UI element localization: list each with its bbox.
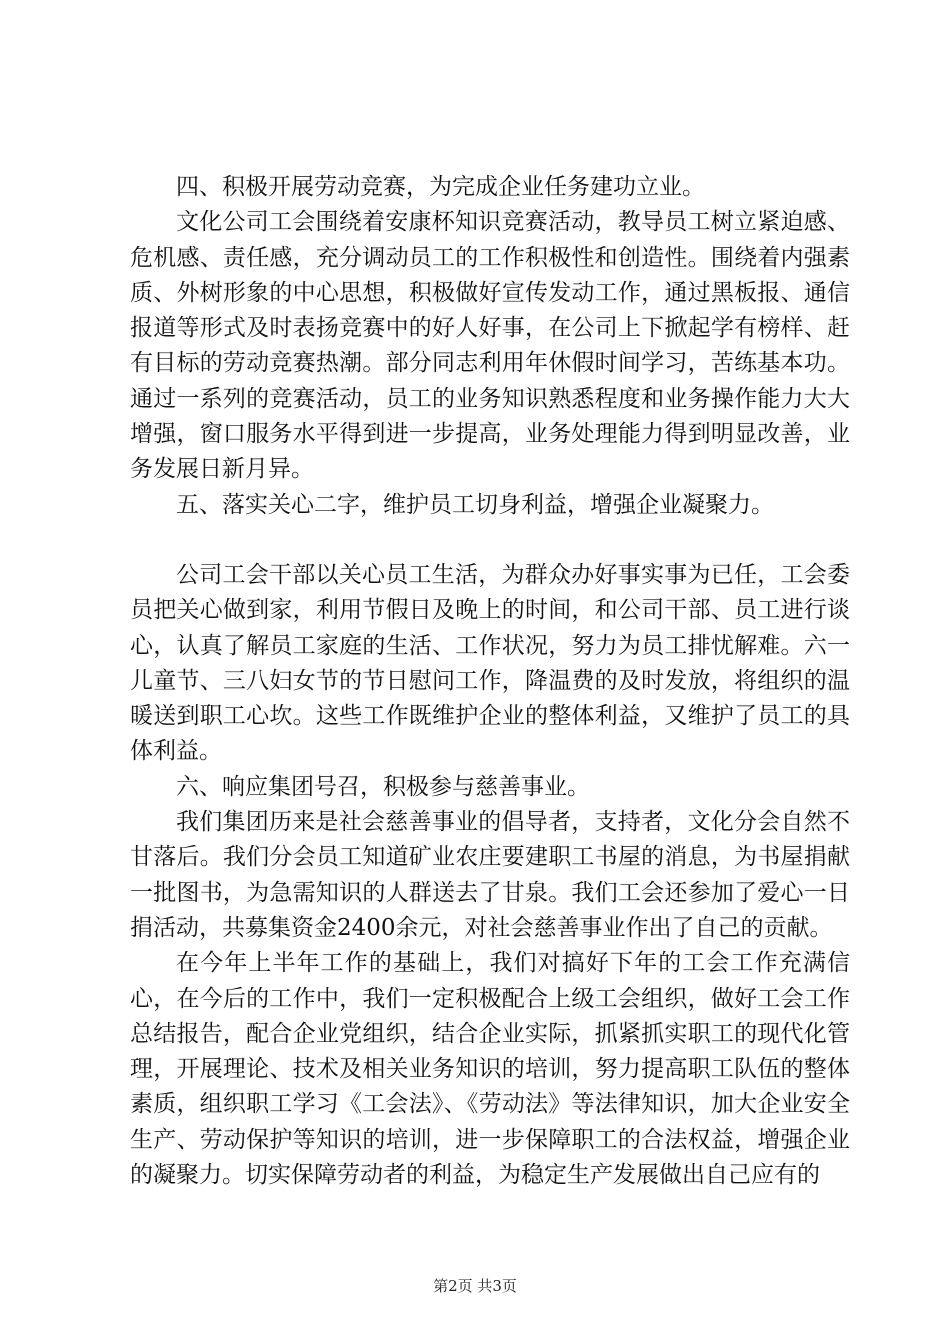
section-heading-5: 五、落实关心二字，维护员工切身利益，增强企业凝聚力。	[176, 491, 774, 518]
document-body	[130, 170, 850, 1193]
section-heading-4: 四、积极开展劳动竞赛，为完成企业任务建功立业。	[176, 174, 705, 200]
paragraph-charity: 我们集团历来是社会慈善事业的倡导者，支持者，文化分会自然不甘落后。我们分会员工知道矿业农庄要建职工书屋的消息，为书屋捐献一批图书，为急需知识的人群送去了甘泉。我们工会还参加了爱心一日捐活动，共募集资金2400余元，对社会慈善事业作出了自己的贡献。	[130, 809, 850, 941]
section-heading-6: 六、响应集团号召，积极参与慈善事业。	[176, 773, 590, 800]
paragraph-employee-care: 公司工会干部以关心员工生活，为群众办好事实事为已任，工会委员把关心做到家，利用节假日及晚上的时间，和公司干部、员工进行谈心，认真了解员工家庭的生活、工作状况，努力为员工排忧解难。六一儿童节、三八妇女节的节日慰问工作，降温费的及时发放，将组织的温暖送到职工心坎。这些工作既维护企业的整体利益，又维护了员工的具体利益。	[130, 561, 850, 765]
paragraph-labor-competition: 文化公司工会围绕着安康杯知识竞赛活动，教导员工树立紧迫感、危机感、责任感，充分调动员工的工作积极性和创造性。围绕着内强素质、外树形象的中心思想，积极做好宣传发动工作，通过黑板报、通信报道等形式及时表扬竞赛中的好人好事，在公司上下掀起学有榜样、赶有目标的劳动竞赛热潮。部分同志利用年休假时间学习，苦练基本功。通过一系列的竞赛活动，员工的业务知识熟悉程度和业务操作能力大大增强，窗口服务水平得到进一步提高，业务处理能力得到明显改善，业务发展日新月异。	[130, 209, 850, 483]
paragraph-outlook: 在今年上半年工作的基础上，我们对搞好下年的工会工作充满信心，在今后的工作中，我们一定积极配合上级工会组织，做好工会工作总结报告，配合企业党组织，结合企业实际，抓紧抓实职工的现代化管理，开展理论、技术及相关业务知识的培训，努力提高职工队伍的整体素质，组织职工学习《工会法》、《劳动法》等法律知识，加大企业安全生产、劳动保护等知识的培训，进一步保障职工的合法权益，增强企业的凝聚力。切实保障劳动者的利益，为稳定生产发展做出自己应有的	[130, 950, 850, 1189]
page-number-footer: 第2页 共3页	[433, 1277, 517, 1295]
